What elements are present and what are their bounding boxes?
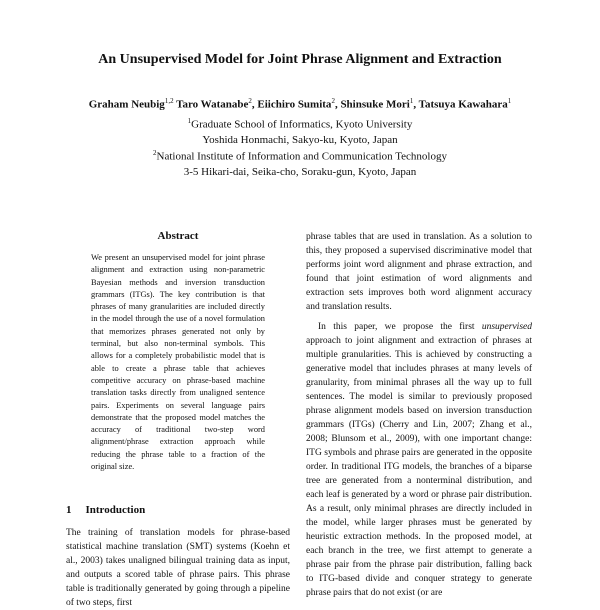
author-affiliation-mark: 1 (409, 97, 414, 105)
body-paragraph (306, 320, 532, 600)
section-heading-introduction (66, 504, 145, 516)
abstract-heading: Abstract (157, 230, 199, 242)
author-affiliation-mark: 1,2 (164, 97, 174, 105)
author-affiliation-mark: 2 (331, 97, 335, 105)
body-paragraph: phrase tables that are used in translation. As a solution to this, they proposed a supervised discriminative model that performs joint word alignment and phrase extraction, and found that joint estimation of word alignments and extraction sets improves both word alignment accuracy and translation results. (306, 232, 532, 312)
affiliation-address: 3-5 Hikari-dai, Seika-cho, Soraku-gun, Kyoto, Japan (183, 165, 417, 178)
author-name: Taro Watanabe (176, 98, 249, 111)
affiliation-2 (0, 146, 600, 180)
affiliation-mark: 1 (187, 117, 192, 125)
paper-title: An Unsupervised Model for Joint Phrase Alignment and Extraction (98, 52, 502, 67)
emphasized-word: unsupervised (481, 322, 532, 332)
introduction-body (66, 526, 290, 610)
affiliation-name: Graduate School of Informatics, Kyoto University (191, 118, 413, 131)
paragraph-text: In this paper, we propose the first (318, 322, 482, 332)
author-list: Graham Neubig$^{1,2}$ Taro Watanabe$^2$, Eiichiro Sumita$^2$, Shinsuke Mori$^1$, Tatsuya Kawahara$^1$ (88, 97, 512, 111)
affiliation-mark: 2 (153, 149, 157, 157)
right-column-body (306, 230, 532, 600)
author-name: Eiichiro Sumita (257, 98, 332, 111)
paragraph-text: approach to joint alignment and extraction of phrases at multiple granularities. This is achieved by constructing a generative model that includes phrases at many levels of granularity, from minimal phrases all the way up to full sentences. The model is similar to previously proposed phrase alignment models based on inversion transduction grammars (ITGs) (Cherry and Lin, 2007; Zhang et al., 2008; Blunsom et al., 2009), with one important change: ITG symbols and phrase pairs are generated in the opposite order. In traditional ITG models, the branches of a biparse tree are generated from a nonterminal distribution, and each leaf is generated by a word or phrase pair distribution. As a result, only minimal phrases are directly included in the model, while larger phrases must be generated by heuristic extraction methods. In the proposed model, at each branch in the tree, we first attempt to generate a phrase pair from the phrase pair distribution, falling back to ITG-based divide and conquer strategy to generate phrase pairs that do not exist (or are (306, 336, 532, 598)
section-title: Introduction (85, 504, 146, 516)
author-name: Shinsuke Mori (340, 98, 410, 111)
affiliation-1 (0, 114, 600, 148)
author-name: Graham Neubig (88, 98, 165, 111)
introduction-paragraph: The training of translation models for phrase-based statistical machine translation (SMT) systems (Koehn et al., 2003) takes unaligned bilingual training data as input, and outputs a scored table of phrase pairs. This phrase table is traditionally generated by going through a pipeline of two steps, first (66, 528, 290, 608)
section-number: 1 (66, 504, 72, 516)
author-affiliation-mark: 1 (507, 97, 512, 105)
affiliation-address: Yoshida Honmachi, Sakyo-ku, Kyoto, Japan (202, 133, 398, 146)
author-name: Tatsuya Kawahara (418, 98, 508, 111)
author-affiliation-mark: 2 (248, 97, 252, 105)
affiliation-name: National Institute of Information and Communication Technology (156, 150, 447, 163)
abstract-text: We present an unsupervised model for joint phrase alignment and extraction using non-parametric Bayesian methods and inversion transduction grammars (ITGs). The key contribution is that phrases of many granularities are included directly in the model through the use of a novel formulation that memorizes phrases generated not only by terminal, but also non-terminal symbols. This allows for a completely probabilistic model that is able to create a phrase table that achieves competitive accuracy on phrase-based machine translation tasks directly from unaligned sentence pairs. Experiments on several language pairs demonstrate that the proposed model matches the accuracy of traditional two-step word alignment/phrase extraction approach while reducing the phrase table to a fraction of the original size. (91, 253, 265, 472)
